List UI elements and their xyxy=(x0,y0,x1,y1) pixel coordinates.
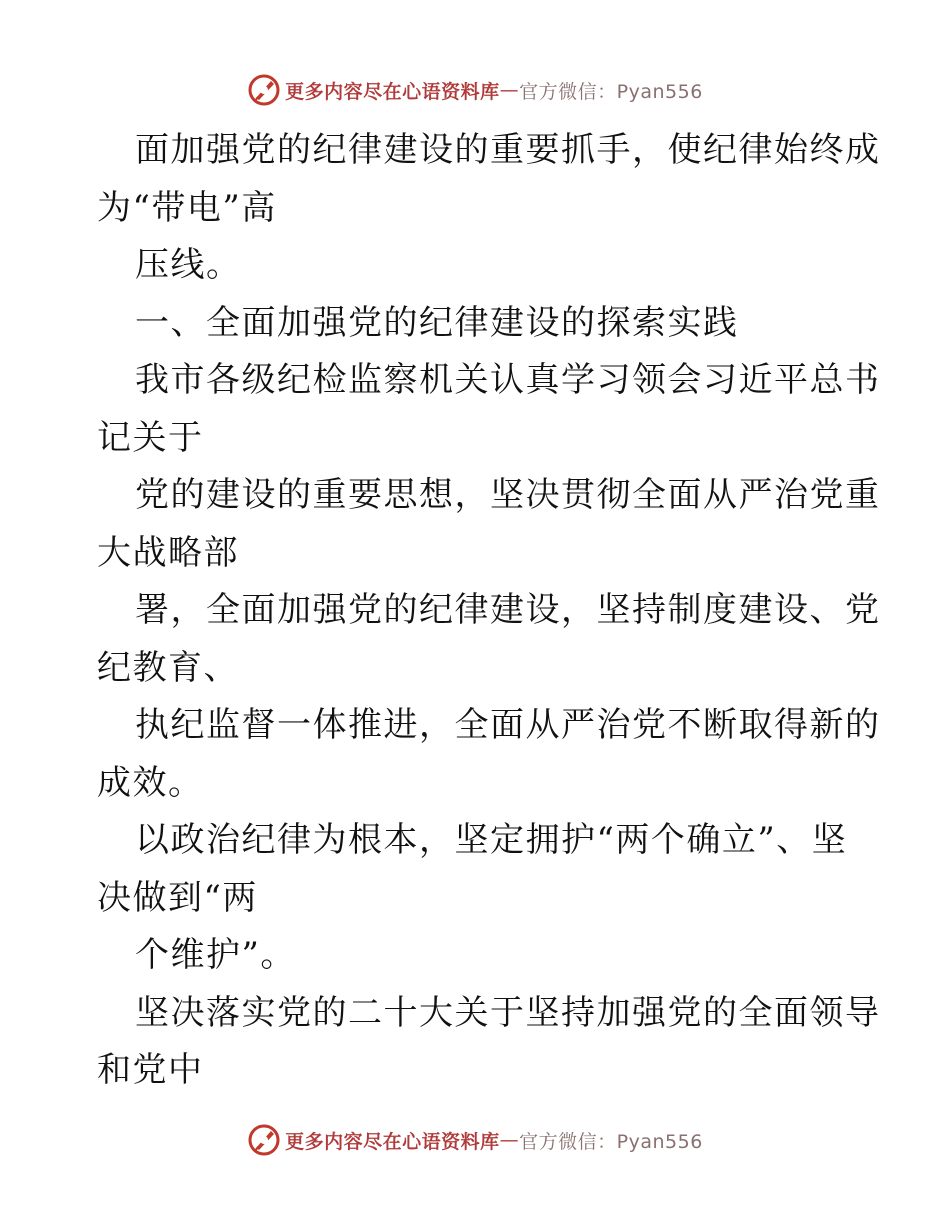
text-line: 为“带电”高 xyxy=(97,187,277,228)
text-line: 和党中 xyxy=(97,1050,204,1090)
header-banner xyxy=(0,70,950,110)
text-line: 记关于 xyxy=(97,417,204,458)
footer-banner xyxy=(0,1120,950,1160)
banner-library-text: 更多内容尽在心语资料库 xyxy=(285,1130,500,1153)
banner-wechat-text: 官方微信：Pyan556 xyxy=(519,80,703,103)
text-line: 大战略部 xyxy=(97,532,239,573)
banner-separator: — xyxy=(499,79,520,101)
text-line: 执纪监督一体推进，全面从严治党不断取得新的 xyxy=(135,705,881,745)
banner-separator: — xyxy=(499,1129,520,1151)
banner-wechat-text: 官方微信：Pyan556 xyxy=(519,1130,703,1153)
text-line: 成效。 xyxy=(97,762,204,803)
text-line: 以政治纪律为根本，坚定拥护“两个确立”、坚 xyxy=(135,820,848,860)
text-line: 署，全面加强党的纪律建设，坚持制度建设、党 xyxy=(135,590,881,630)
text-line: 坚决落实党的二十大关于坚持加强党的全面领导 xyxy=(135,992,881,1033)
quill-pen-logo-icon xyxy=(247,73,281,107)
text-line: 个维护”。 xyxy=(135,935,296,975)
text-line: 决做到“两 xyxy=(97,877,258,918)
quill-pen-logo-icon xyxy=(247,1123,281,1157)
body-text xyxy=(97,122,881,1100)
banner-library-text: 更多内容尽在心语资料库 xyxy=(285,80,500,103)
text-line: 我市各级纪检监察机关认真学习领会习近平总书 xyxy=(135,360,881,400)
text-line: 纪教育、 xyxy=(97,647,239,688)
text-line: 一、全面加强党的纪律建设的探索实践 xyxy=(135,302,739,343)
text-line: 党的建设的重要思想，坚决贯彻全面从严治党重 xyxy=(135,475,881,515)
text-line: 压线。 xyxy=(135,245,242,285)
text-line: 面加强党的纪律建设的重要抓手，使纪律始终成 xyxy=(135,130,881,170)
